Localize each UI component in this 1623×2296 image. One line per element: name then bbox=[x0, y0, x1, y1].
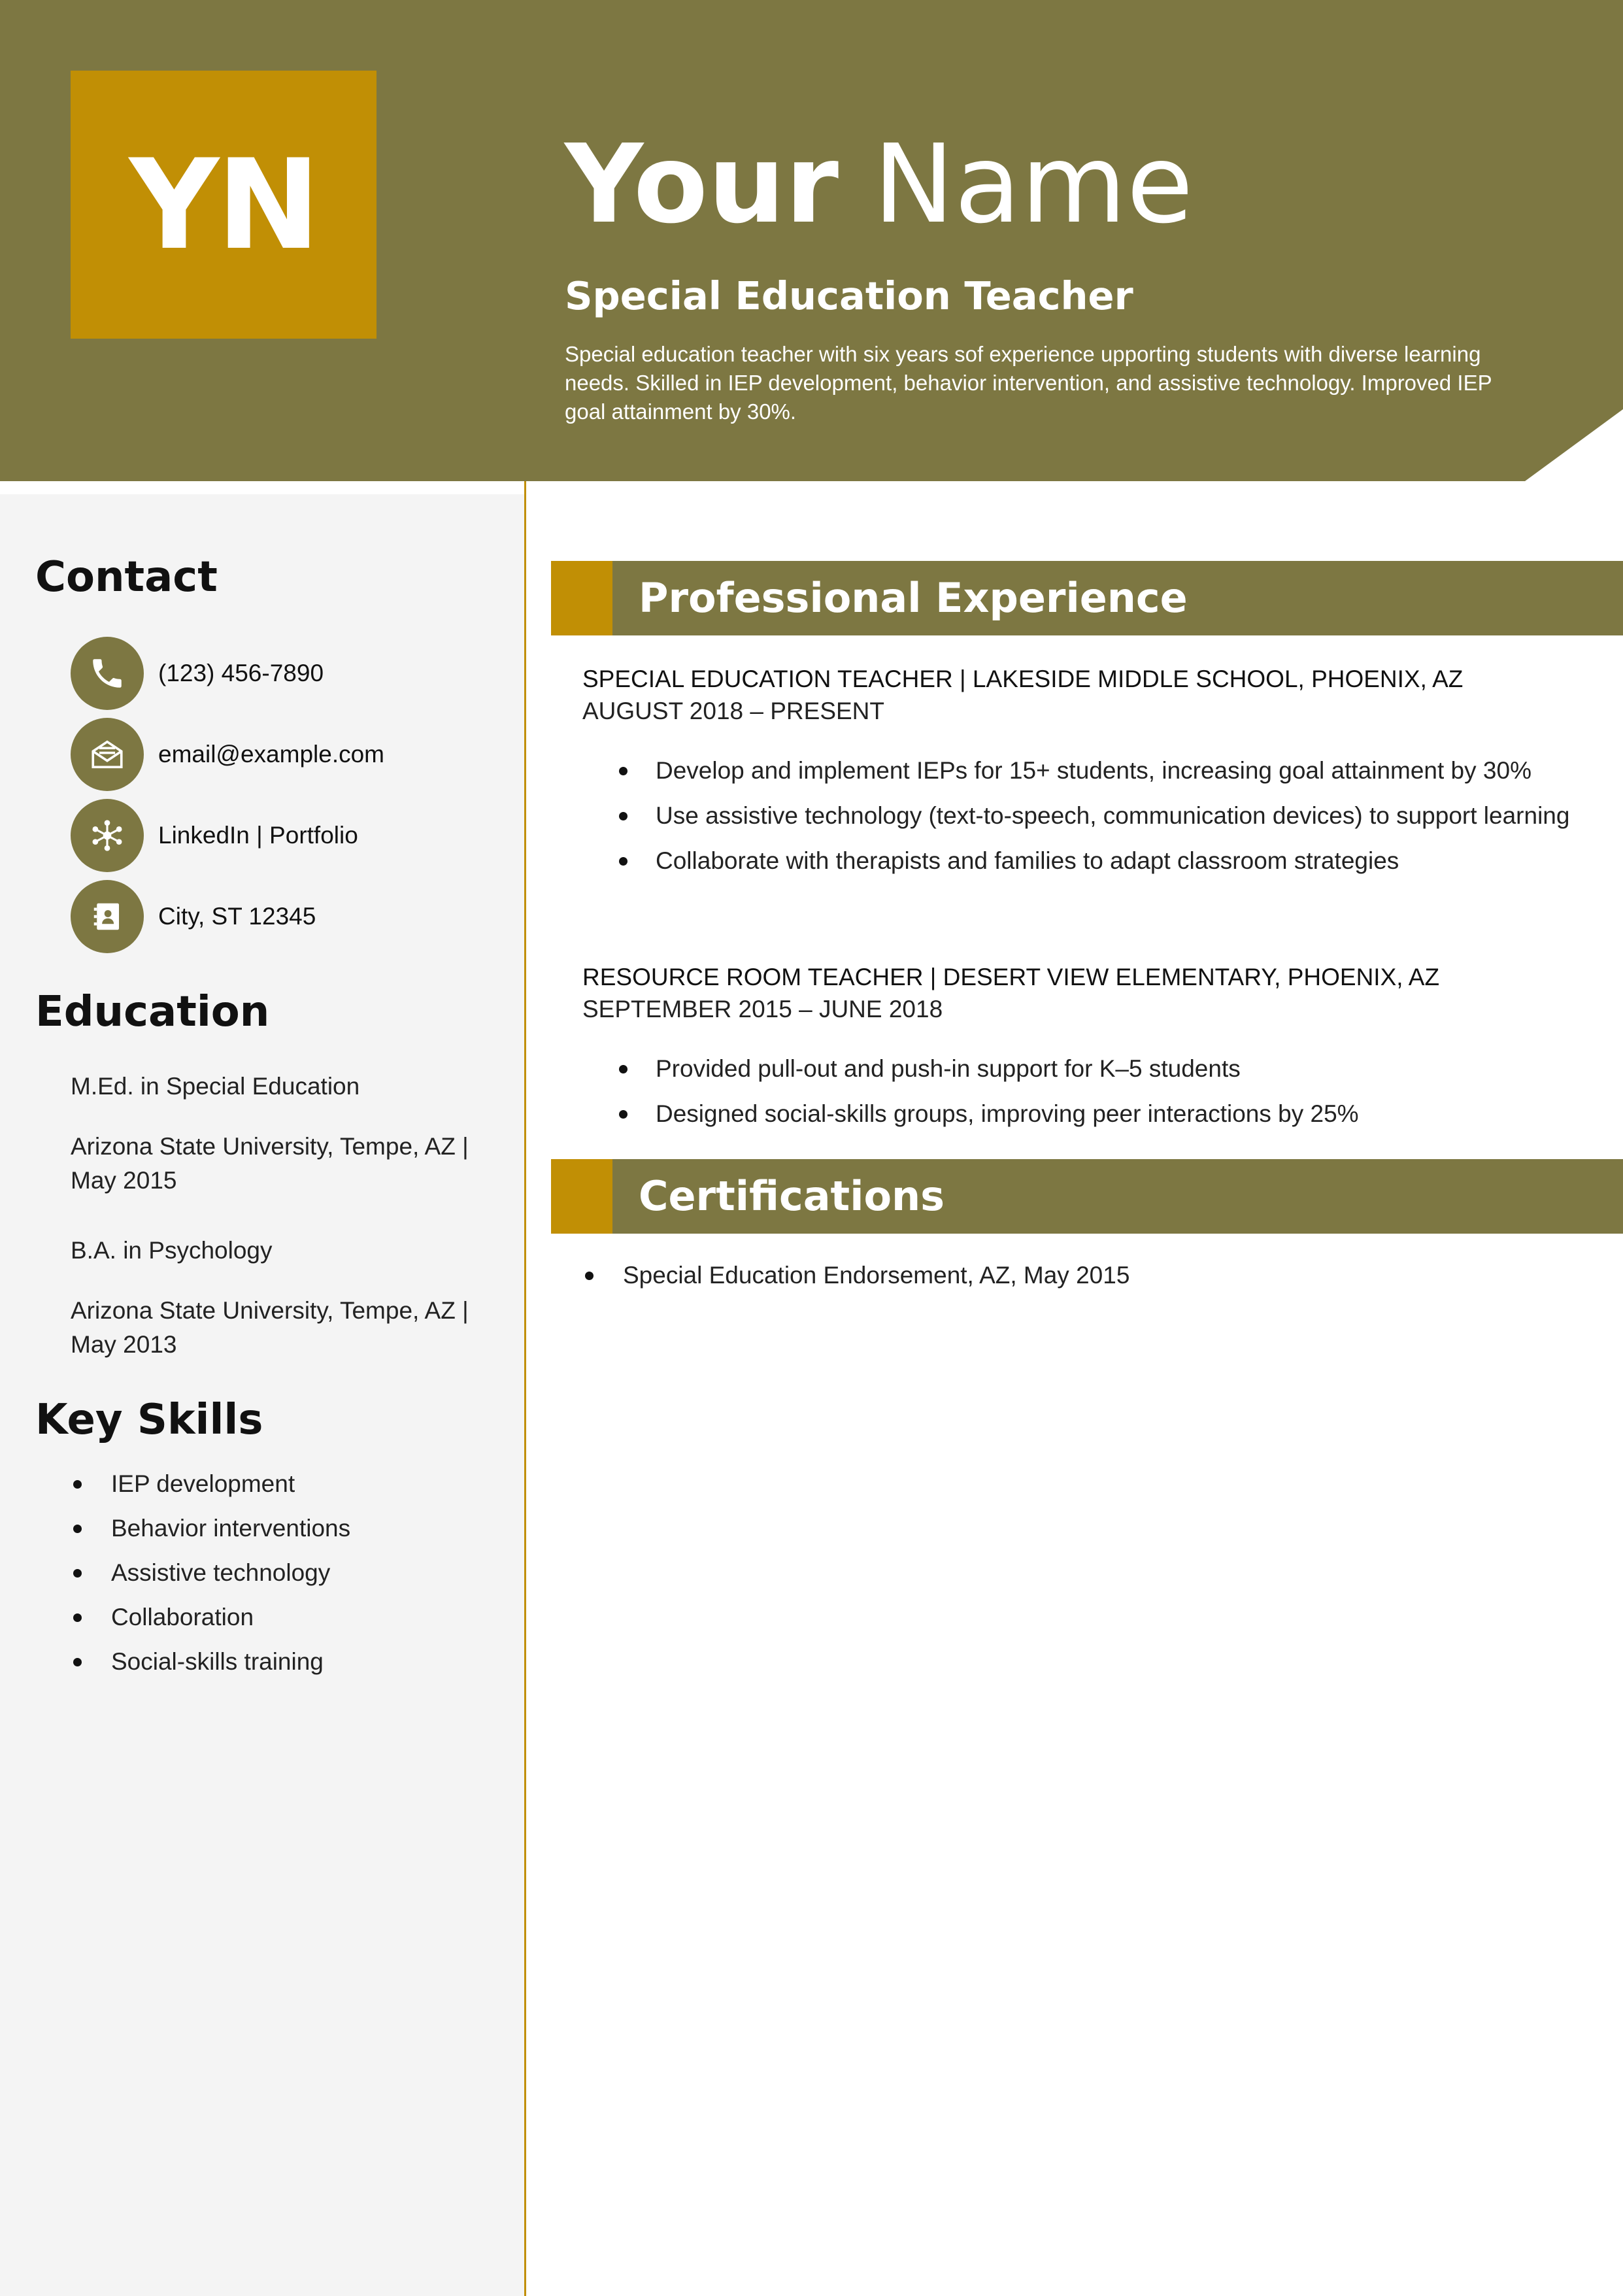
skills-list bbox=[71, 1467, 350, 1689]
contact-links bbox=[71, 799, 358, 872]
job-bullets bbox=[582, 754, 1602, 889]
full-name bbox=[565, 122, 1194, 248]
header-corner-cut bbox=[1525, 409, 1623, 481]
skill-item: IEP development bbox=[71, 1467, 350, 1511]
linkedin-portfolio-links[interactable]: LinkedIn | Portfolio bbox=[158, 822, 358, 849]
education-school: Arizona State University, Tempe, AZ | May 2013 bbox=[71, 1297, 469, 1358]
section-accent bbox=[551, 1159, 612, 1234]
job-title: SPECIAL EDUCATION TEACHER | LAKESIDE MIDDLE SCHOOL, PHOENIX, AZ bbox=[582, 666, 1464, 692]
job-dates: AUGUST 2018 – PRESENT bbox=[582, 698, 884, 724]
city-state-zip: City, ST 12345 bbox=[158, 903, 316, 930]
name-first: Your bbox=[565, 122, 839, 248]
header-banner bbox=[0, 0, 1623, 481]
key-skills-heading: Key Skills bbox=[35, 1396, 263, 1444]
profile-summary: Special education teacher with six years sof experience upporting students with diverse learning needs. Skilled in IEP development, behavior intervention, and assistive technology. Improved IEP goal attainment by 30%. bbox=[565, 342, 1492, 424]
network-icon bbox=[71, 799, 144, 872]
education-heading: Education bbox=[35, 988, 270, 1036]
skill-item: Behavior interventions bbox=[71, 1511, 350, 1556]
certifications-list bbox=[582, 1258, 1602, 1292]
contact-phone bbox=[71, 637, 324, 710]
certifications-section-header bbox=[551, 1159, 1623, 1234]
email-address[interactable]: email@example.com bbox=[158, 741, 385, 768]
job-bullet: Collaborate with therapists and families to adapt classroom strategies bbox=[582, 844, 1602, 878]
phone-number[interactable]: (123) 456-7890 bbox=[158, 660, 324, 686]
monogram-badge: YN bbox=[71, 71, 376, 339]
email-icon bbox=[71, 718, 144, 791]
skill-item: Assistive technology bbox=[71, 1556, 350, 1600]
phone-icon bbox=[71, 637, 144, 710]
contact-card-icon bbox=[71, 880, 144, 953]
job-bullets bbox=[582, 1052, 1602, 1142]
job-bullet: Provided pull-out and push-in support for K–5 students bbox=[582, 1052, 1602, 1086]
job-title: RESOURCE ROOM TEACHER | DESERT VIEW ELEMENTARY, PHOENIX, AZ bbox=[582, 964, 1440, 990]
job-dates: SEPTEMBER 2015 – JUNE 2018 bbox=[582, 996, 943, 1022]
education-degree: B.A. in Psychology bbox=[71, 1237, 273, 1264]
contact-heading: Contact bbox=[35, 553, 218, 601]
job-bullet: Develop and implement IEPs for 15+ students, increasing goal attainment by 30% bbox=[582, 754, 1602, 788]
certifications-heading: Certifications bbox=[639, 1172, 945, 1220]
job-bullet: Use assistive technology (text-to-speech, communication devices) to support learning bbox=[582, 799, 1602, 833]
job-title-heading: Special Education Teacher bbox=[565, 273, 1133, 318]
skill-item: Collaboration bbox=[71, 1600, 350, 1645]
job-bullet: Designed social-skills groups, improving peer interactions by 25% bbox=[582, 1097, 1602, 1131]
experience-heading: Professional Experience bbox=[639, 574, 1188, 622]
skill-item: Social-skills training bbox=[71, 1645, 350, 1689]
section-accent bbox=[551, 561, 612, 635]
experience-section-header bbox=[551, 561, 1623, 635]
education-degree: M.Ed. in Special Education bbox=[71, 1073, 360, 1100]
contact-email bbox=[71, 718, 384, 791]
education-school: Arizona State University, Tempe, AZ | May 2015 bbox=[71, 1133, 469, 1194]
name-last: Name bbox=[873, 122, 1194, 248]
contact-location bbox=[71, 880, 316, 953]
column-divider bbox=[524, 481, 526, 2296]
certification-item: Special Education Endorsement, AZ, May 2015 bbox=[582, 1258, 1602, 1292]
